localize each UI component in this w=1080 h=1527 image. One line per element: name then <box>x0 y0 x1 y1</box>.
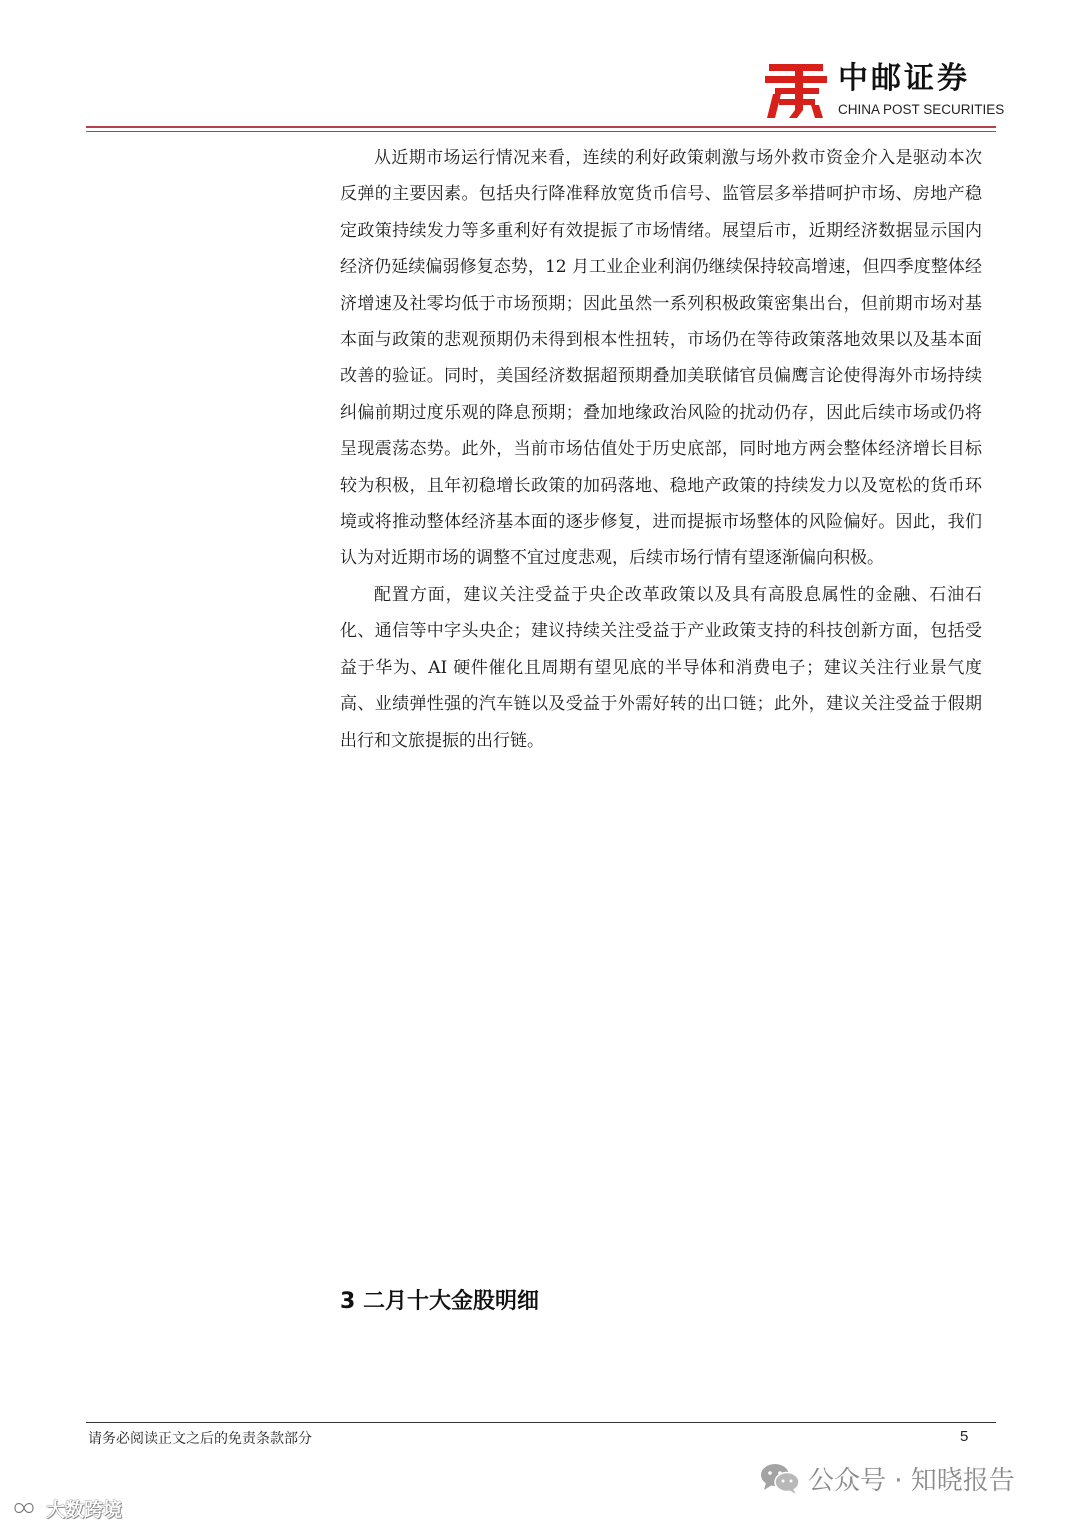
disclaimer-note: 请务必阅读正文之后的免责条款部分 <box>88 1431 312 1447</box>
wechat-icon <box>760 1462 800 1494</box>
footer-divider <box>86 1422 996 1423</box>
wechat-watermark <box>760 1458 1015 1498</box>
corner-watermark-text: 大数跨境 <box>46 1498 123 1521</box>
page-number: 5 <box>960 1428 969 1445</box>
page-header <box>0 0 1080 140</box>
header-divider-thin <box>86 131 996 132</box>
paragraph-market-outlook: 从近期市场运行情况来看，连续的利好政策刺激与场外救市资金介入是驱动本次反弹的主要因素。包括央行降准释放宽货币信号、监管层多举措呵护市场、房地产稳定政策持续发力等多重利好有效提振了市场情绪。展望后市，近期经济数据显示国内经济仍延续偏弱修复态势，12 月工业企业利润仍继续保持较高增速，但四季度整体经济增速及社零均低于市场预期；因此虽然一系列积极政策密集出台，但前期市场对基本面与政策的悲观预期仍未得到根本性扭转，市场仍在等待政策落地效果以及基本面改善的验证。同时，美国经济数据超预期叠加美联储官员偏鹰言论使得海外市场持续纠偏前期过度乐观的降息预期；叠加地缘政治风险的扰动仍存，因此后续市场或仍将呈现震荡态势。此外，当前市场估值处于历史底部，同时地方两会整体经济增长目标较为积极，且年初稳增长政策的加码落地、稳地产政策的持续发力以及宽松的货币环境或将推动整体经济基本面的逐步修复，进而提振市场整体的风险偏好。因此，我们认为对近期市场的调整不宜过度悲观，后续市场行情有望逐渐偏向积极。 <box>340 148 982 569</box>
body-text <box>340 140 982 759</box>
paragraph-allocation: 配置方面，建议关注受益于央企改革政策以及具有高股息属性的金融、石油石化、通信等中字头央企；建议持续关注受益于产业政策支持的科技创新方面，包括受益于华为、AI 硬件催化且周期有望见底的半导体和消费电子；建议关注行业景气度高、业绩弹性强的汽车链以及受益于外需好转的出口链；此外，建议关注受益于假期出行和文旅提振的出行链。 <box>340 584 982 751</box>
corner-watermark <box>6 1494 122 1522</box>
wechat-watermark-text: 公众号 · 知晓报告 <box>808 1465 1015 1496</box>
brand-name-en: CHINA POST SECURITIES <box>838 102 1005 117</box>
infinity-icon <box>6 1498 42 1518</box>
header-divider <box>86 126 996 128</box>
section-heading: 3 二月十大金股明细 <box>340 1289 539 1314</box>
china-post-logo-icon <box>765 64 829 118</box>
brand-name-cn: 中邮证券 <box>838 61 970 96</box>
